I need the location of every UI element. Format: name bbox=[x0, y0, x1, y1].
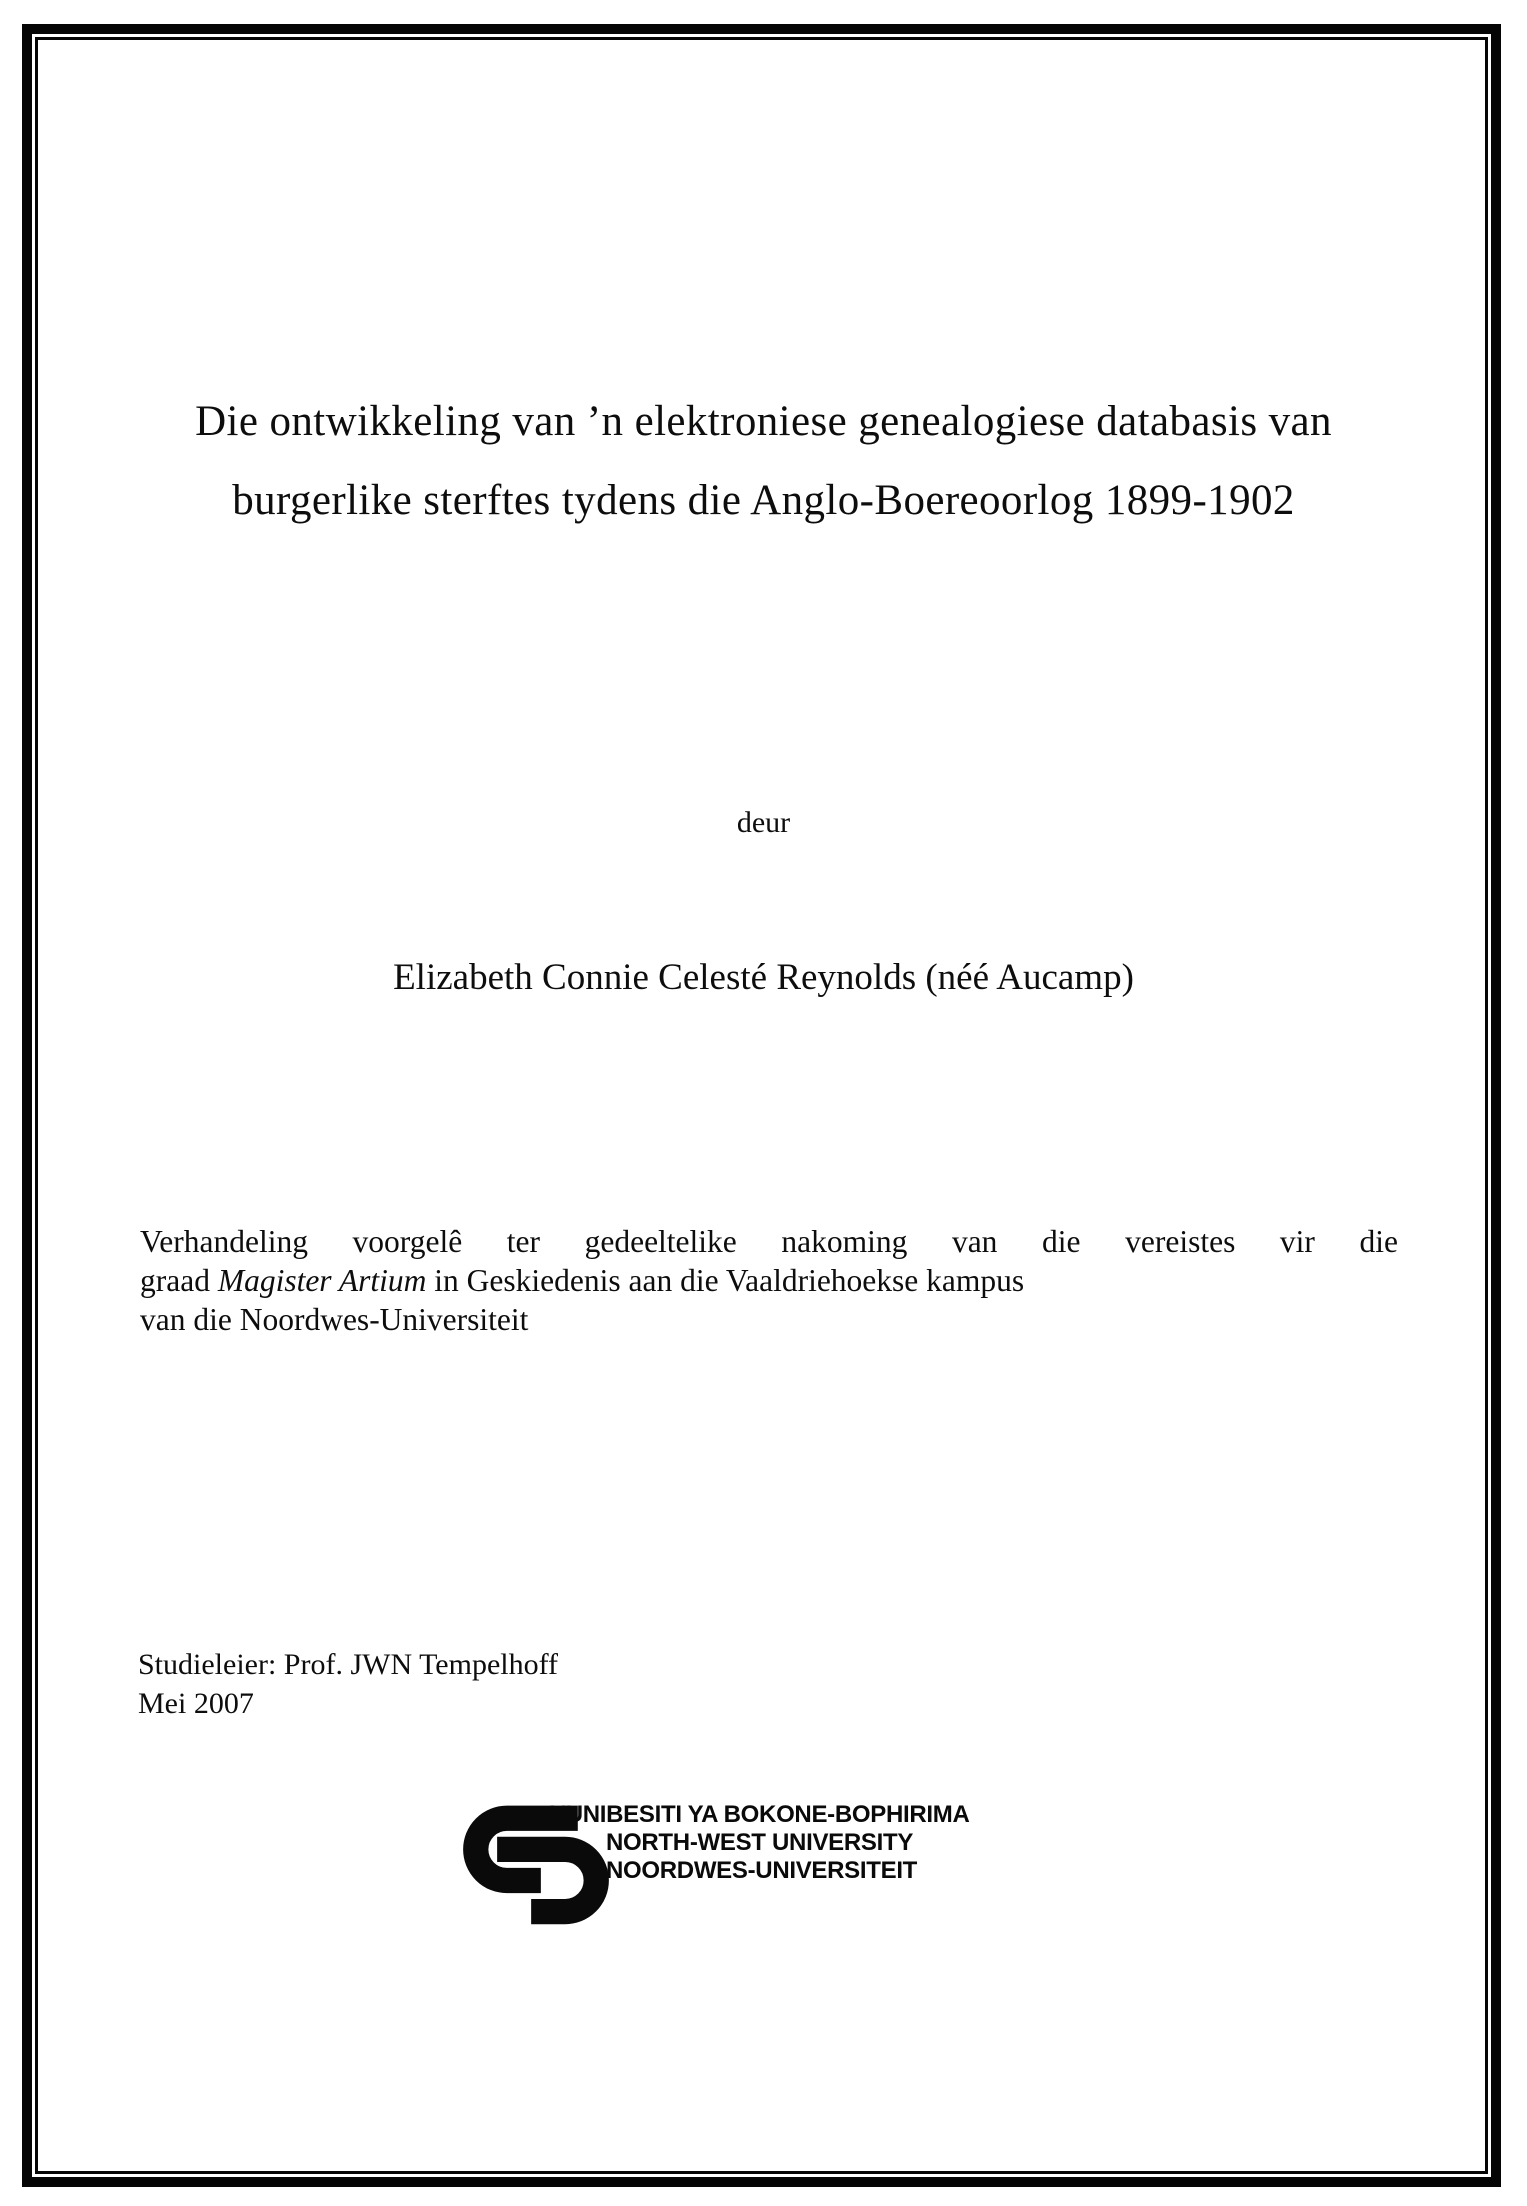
author-name: Elizabeth Connie Celesté Reynolds (néé Aucamp) bbox=[393, 957, 1134, 998]
degree-declaration bbox=[140, 1222, 1398, 1339]
date-line: Mei 2007 bbox=[138, 1687, 254, 1720]
declaration-line-3: van die Noordwes-Universiteit bbox=[140, 1302, 529, 1337]
declaration-line-2-suffix: in Geskiedenis aan die Vaaldriehoekse kampus bbox=[426, 1263, 1025, 1298]
supervisor-line: Studieleier: Prof. JWN Tempelhoff bbox=[138, 1648, 559, 1681]
byline-deur: deur bbox=[736, 806, 791, 839]
degree-name-italic: Magister Artium bbox=[217, 1263, 427, 1298]
logo-text-afrikaans: NOORDWES-UNIVERSITEIT bbox=[606, 1857, 918, 1884]
declaration-line-2-prefix: graad bbox=[140, 1263, 218, 1298]
logo-text-english: NORTH-WEST UNIVERSITY bbox=[606, 1829, 914, 1856]
logo-text-setswana: YUNIBESITI YA BOKONE-BOPHIRIMA bbox=[550, 1801, 970, 1828]
declaration-line-2 bbox=[140, 1261, 1398, 1300]
title-line-1: Die ontwikkeling van ’n elektroniese genealogiese databasis van bbox=[195, 398, 1332, 445]
title-line-2: burgerlike sterftes tydens die Anglo-Boereoorlog 1899-1902 bbox=[232, 477, 1295, 524]
university-logo-text bbox=[550, 1794, 970, 1885]
supervisor-and-date bbox=[138, 1645, 558, 1723]
declaration-line-1: Verhandeling voorgelê ter gedeeltelike nakoming van die vereistes vir die bbox=[140, 1224, 1398, 1259]
thesis-title bbox=[70, 382, 1457, 540]
university-logo bbox=[462, 1794, 970, 1932]
